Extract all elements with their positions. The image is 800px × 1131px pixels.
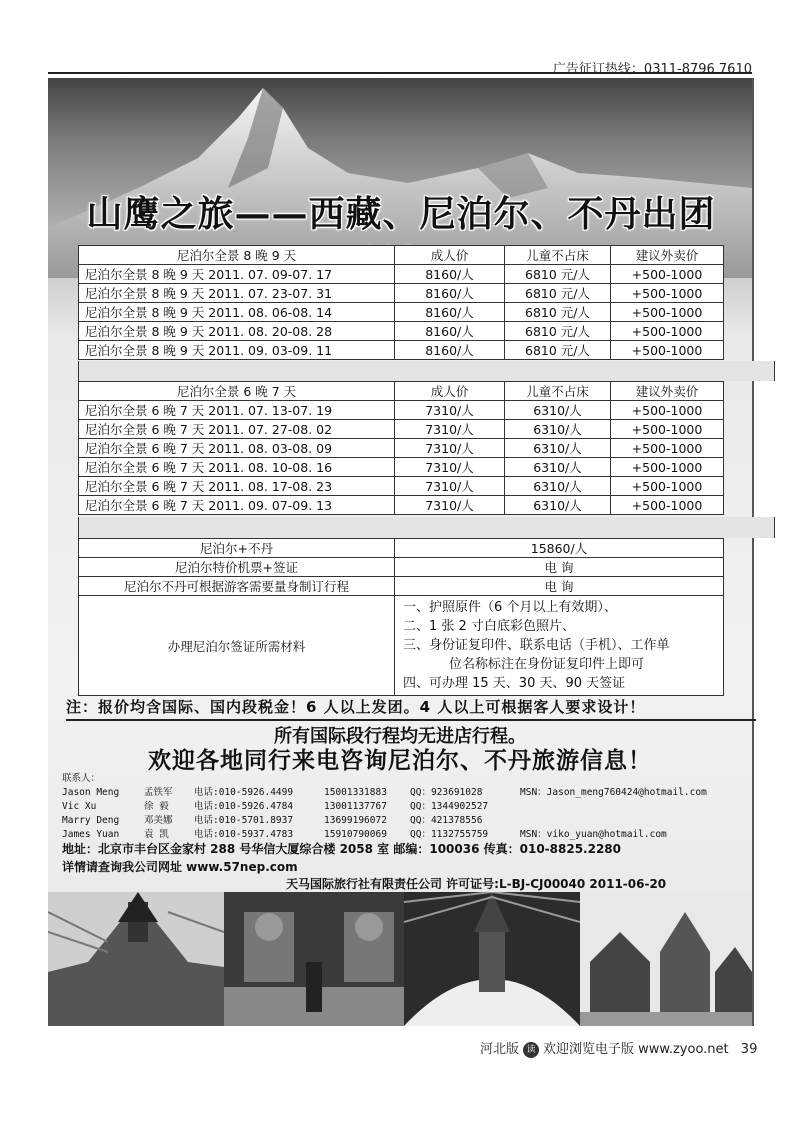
contact-mobile: 13699196072: [324, 815, 387, 826]
footer-edition: 河北版: [480, 1042, 520, 1057]
col-header: 尼泊尔全景 8 晚 9 天: [79, 246, 395, 265]
table-cell: 尼泊尔不丹可根据游客需要量身制订行程: [79, 577, 395, 596]
contacts-list: [62, 772, 742, 842]
table-header: [79, 246, 724, 265]
table-cell: 6810 元/人: [505, 341, 611, 360]
durbar-square-photo: [580, 892, 752, 1026]
table-cell: 15860/人: [395, 539, 724, 558]
table-cell: 6310/人: [505, 496, 611, 515]
contact-mobile: 13001137767: [324, 801, 387, 812]
temple-guardians-photo: [224, 892, 404, 1026]
table-cell: 8160/人: [395, 284, 505, 303]
visa-item: 三、身份证复印件、联系电话（手机）、工作单: [403, 638, 670, 653]
table-row: [79, 303, 724, 322]
table-cell: +500-1000: [611, 401, 724, 420]
col-header: 成人价: [395, 246, 505, 265]
read-icon: 读: [523, 1042, 539, 1058]
table-cell: 6810 元/人: [505, 303, 611, 322]
table-cell: 7310/人: [395, 439, 505, 458]
welcome-headline: 欢迎各地同行来电咨询尼泊尔、不丹旅游信息！: [148, 747, 652, 774]
table-cell: 尼泊尔全景 8 晚 9 天 2011. 07. 09-07. 17: [79, 265, 395, 284]
no-shopping-headline: 所有国际段行程均无进店行程。: [274, 726, 526, 747]
col-header: 成人价: [395, 382, 505, 401]
contact-cn: 徐 毅: [144, 801, 169, 812]
table-cell: 尼泊尔特价机票+签证: [79, 558, 395, 577]
table-spacer: [78, 517, 775, 538]
table-cell: 尼泊尔+不丹: [79, 539, 395, 558]
table-row: [79, 458, 724, 477]
table-cell: +500-1000: [611, 458, 724, 477]
table-cell: 电 询: [395, 577, 724, 596]
page-footer: [480, 1038, 757, 1058]
contact-row: [62, 786, 742, 800]
table-cell: 8160/人: [395, 322, 505, 341]
visa-item: 四、可办理 15 天、30 天、90 天签证: [403, 676, 626, 691]
table-cell: 6310/人: [505, 401, 611, 420]
table-cell: 7310/人: [395, 458, 505, 477]
contact-qq: QQ：923691028: [410, 787, 483, 798]
address-line: 地址：北京市丰台区金家村 288 号华信大厦综合楼 2058 室 邮编：100036 传真：010-8825.2280: [62, 842, 621, 856]
table-cell: 尼泊尔全景 6 晚 7 天 2011. 07. 27-08. 02: [79, 420, 395, 439]
stupa-photo: [48, 892, 224, 1026]
photo-strip: [48, 892, 752, 1026]
table-cell: +500-1000: [611, 496, 724, 515]
contact-row: [62, 800, 742, 814]
contact-tel: 电话:010-5937.4783: [194, 829, 294, 840]
contact-en: Vic Xu: [62, 801, 97, 812]
table-cell: 电 询: [395, 558, 724, 577]
col-header: 建议外卖价: [611, 246, 724, 265]
table-cell: 7310/人: [395, 420, 505, 439]
table-cell: +500-1000: [611, 341, 724, 360]
table-cell: 尼泊尔全景 6 晚 7 天 2011. 08. 10-08. 16: [79, 458, 395, 477]
table-cell: 6810 元/人: [505, 284, 611, 303]
company-line: 天马国际旅行社有限责任公司 许可证号:L-BJ-CJ00040 2011-06-20: [286, 877, 667, 891]
table-cell: 7310/人: [395, 401, 505, 420]
page-title: 山鹰之旅——西藏、尼泊尔、不丹出团: [86, 193, 716, 235]
contact-row: [62, 814, 742, 828]
table-cell: 尼泊尔全景 6 晚 7 天 2011. 07. 13-07. 19: [79, 401, 395, 420]
contact-mobile: 15001331883: [324, 787, 387, 798]
contact-msn: MSN：Jason_meng760424@hotmail.com: [520, 787, 707, 798]
table-cell: 6810 元/人: [505, 322, 611, 341]
table-cell: +500-1000: [611, 420, 724, 439]
website-line: 详情请查询我公司网址 www.57nep.com: [62, 860, 298, 874]
contact-msn: MSN：viko_yuan@hotmail.com: [520, 829, 667, 840]
table-cell: 7310/人: [395, 496, 505, 515]
table-cell: +500-1000: [611, 265, 724, 284]
visa-item: 一、护照原件（6 个月以上有效期）、: [403, 600, 617, 615]
table-row: [79, 439, 724, 458]
tour-table-8n9d: [78, 245, 724, 360]
table-cell: 尼泊尔全景 6 晚 7 天 2011. 08. 17-08. 23: [79, 477, 395, 496]
table-cell: 6310/人: [505, 439, 611, 458]
visa-item: 二、1 张 2 寸白底彩色照片、: [403, 619, 575, 634]
table-cell: +500-1000: [611, 477, 724, 496]
table-cell: 6310/人: [505, 458, 611, 477]
contact-en: James Yuan: [62, 829, 120, 840]
table-cell: 6810 元/人: [505, 265, 611, 284]
contact-qq: QQ：1344902527: [410, 801, 489, 812]
col-header: 儿童不占床: [505, 246, 611, 265]
price-note: 注：报价均含国际、国内段税金！6 人以上发团。4 人以上可根据客人要求设计！: [66, 696, 756, 721]
table-cell: 8160/人: [395, 341, 505, 360]
tour-table-6n7d: [78, 381, 724, 515]
table-row: [79, 539, 724, 558]
table-cell: 6310/人: [505, 477, 611, 496]
misc-table: [78, 538, 724, 696]
table-row: [79, 284, 724, 303]
contact-en: Jason Meng: [62, 787, 120, 798]
table-cell: 8160/人: [395, 265, 505, 284]
col-header: 儿童不占床: [505, 382, 611, 401]
table-cell: +500-1000: [611, 322, 724, 341]
col-header: 建议外卖价: [611, 382, 724, 401]
ad-frame: [48, 78, 754, 1026]
table-cell: 7310/人: [395, 477, 505, 496]
table-row: [79, 341, 724, 360]
table-row: [79, 322, 724, 341]
table-row: [79, 577, 724, 596]
table-cell: +500-1000: [611, 439, 724, 458]
footer-text: 欢迎浏览电子版 www.zyoo.net: [543, 1042, 729, 1057]
table-row: [79, 477, 724, 496]
table-cell: 尼泊尔全景 8 晚 9 天 2011. 09. 03-09. 11: [79, 341, 395, 360]
top-rule: [48, 72, 752, 74]
contact-qq: QQ：421378556: [410, 815, 483, 826]
col-header: 尼泊尔全景 6 晚 7 天: [79, 382, 395, 401]
contact-cn: 袁 凯: [144, 829, 169, 840]
contact-en: Marry Deng: [62, 815, 120, 826]
contact-tel: 电话:010-5926.4784: [194, 801, 294, 812]
hotline: 广告征订热线：0311-8796 7610: [552, 62, 752, 77]
table-row: [79, 496, 724, 515]
contact-tel: 电话:010-5701.8937: [194, 815, 294, 826]
table-row: [79, 558, 724, 577]
visa-row: [79, 596, 724, 696]
table-header: [79, 382, 724, 401]
table-cell: 尼泊尔全景 6 晚 7 天 2011. 08. 03-08. 09: [79, 439, 395, 458]
table-cell: 尼泊尔全景 8 晚 9 天 2011. 08. 06-08. 14: [79, 303, 395, 322]
table-row: [79, 401, 724, 420]
contact-qq: QQ：1132755759: [410, 829, 489, 840]
contact-cn: 孟铁军: [144, 787, 173, 798]
contacts-label: 联系人：: [62, 773, 101, 784]
visa-label: 办理尼泊尔签证所需材料: [79, 596, 395, 696]
table-cell: 尼泊尔全景 8 晚 9 天 2011. 07. 23-07. 31: [79, 284, 395, 303]
table-cell: 8160/人: [395, 303, 505, 322]
table-cell: 尼泊尔全景 8 晚 9 天 2011. 08. 20-08. 28: [79, 322, 395, 341]
table-cell: 6310/人: [505, 420, 611, 439]
boudhanath-photo: [404, 892, 580, 1026]
visa-requirements: [395, 596, 724, 696]
table-cell: +500-1000: [611, 284, 724, 303]
table-row: [79, 420, 724, 439]
contact-cn: 邓美娜: [144, 815, 173, 826]
page-number: 39: [740, 1042, 758, 1057]
table-cell: 尼泊尔全景 6 晚 7 天 2011. 09. 07-09. 13: [79, 496, 395, 515]
contact-mobile: 15910790069: [324, 829, 387, 840]
contact-tel: 电话:010-5926.4499: [194, 787, 294, 798]
table-spacer: [78, 361, 775, 381]
table-row: [79, 265, 724, 284]
table-cell: +500-1000: [611, 303, 724, 322]
visa-item: 位名称标注在身份证复印件上即可: [449, 657, 645, 672]
